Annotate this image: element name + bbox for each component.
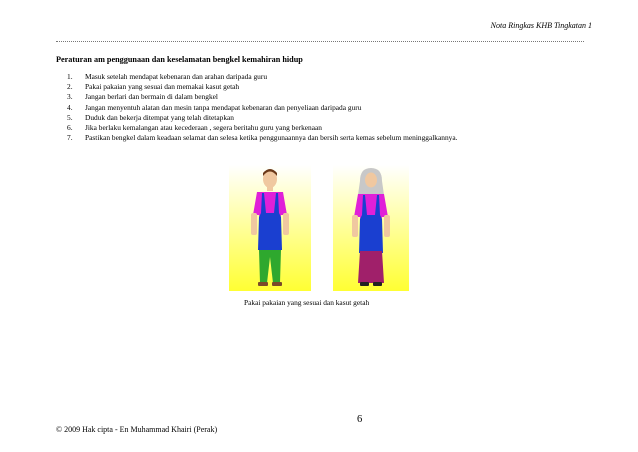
list-item [60,113,600,123]
list-text: Pastikan bengkel dalam keadaan selamat dan selesa ketika penggunaannya dan bersih serta kemas sebelum meninggalkannya. [85,133,458,143]
footer-copyright: © 2009 Hak cipta - En Muhammad Khairi (Perak) [56,425,218,434]
header-note: Nota Ringkas KHB Tingkatan 1 [490,21,592,30]
list-number: 7. [67,133,73,143]
list-item [60,82,600,92]
list-item [60,103,600,113]
header-divider [56,41,584,42]
list-text: Pakai pakaian yang sesuai dan memakai kasut getah [85,82,240,92]
list-number: 2. [67,82,73,92]
list-text: Jangan berlari dan bermain di dalam bengkel [85,92,218,102]
rules-list [60,72,600,143]
boy-student-illustration [229,165,311,291]
list-number: 6. [67,123,73,133]
section-title: Peraturan am penggunaan dan keselamatan bengkel kemahiran hidup [56,55,303,64]
figure-caption: Pakai pakaian yang sesuai dan kasut getah [244,298,370,307]
list-item [60,123,600,133]
list-text: Jika berlaku kemalangan atau kecederaan , segera beritahu guru yang berkenaan [85,123,322,133]
list-item [60,133,600,143]
list-number: 1. [67,72,73,81]
girl-student-illustration [333,165,409,291]
list-item [60,92,600,102]
list-number: 5. [67,112,73,122]
list-number: 4. [67,102,73,112]
list-item [60,72,600,82]
list-text: Masuk setelah mendapat kebenaran dan arahan daripada guru [85,72,268,81]
list-number: 3. [67,92,73,102]
list-text: Duduk dan bekerja ditempat yang telah ditetapkan [85,112,234,122]
page-number: 6 [357,414,363,425]
list-text: Jangan menyentuh alatan dan mesin tanpa mendapat kebenaran dan penyeliaan daripada guru [85,102,362,112]
